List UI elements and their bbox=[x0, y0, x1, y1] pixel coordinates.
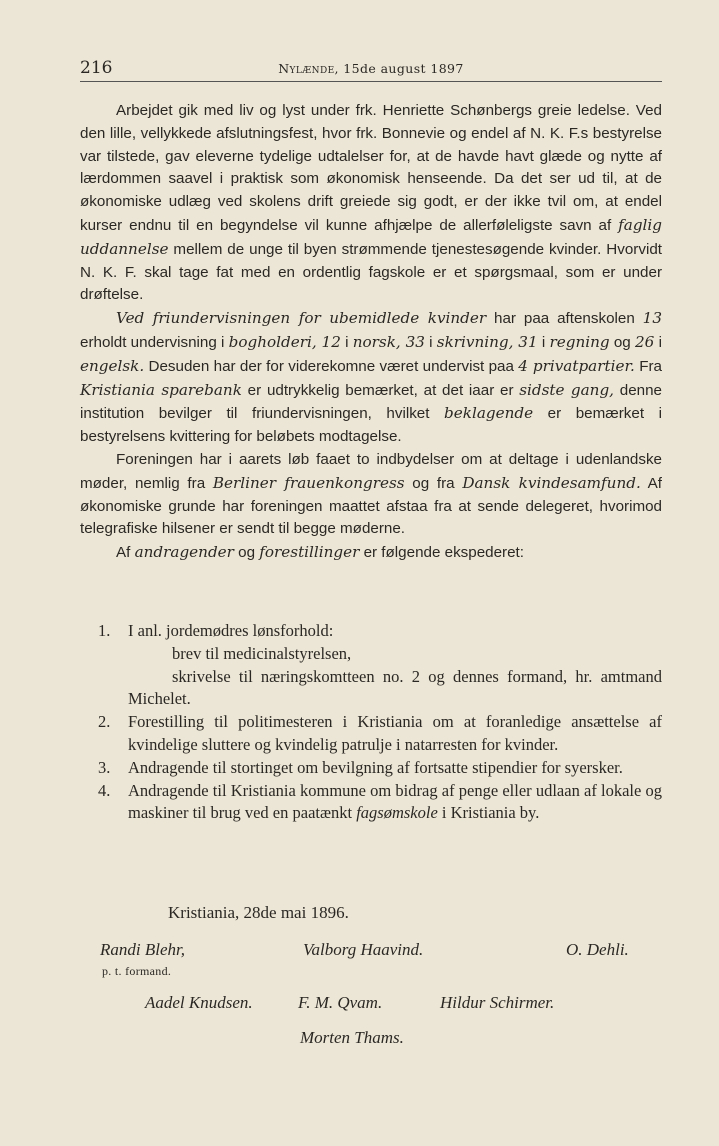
header-rule bbox=[80, 81, 662, 82]
paragraph-3 bbox=[80, 449, 662, 541]
page-number: 216 bbox=[80, 58, 113, 78]
text-run: Andragende til Kristiania kommune om bidrag af penge eller udlaan af lokale og maskiner til brug ved en paatænkt bbox=[128, 780, 662, 823]
italic-run: Dansk kvindesamfund. bbox=[462, 473, 641, 492]
text-run: og bbox=[609, 333, 635, 351]
signature-blehr: Randi Blehr, bbox=[100, 940, 185, 959]
signature-title: p. t. formand. bbox=[102, 964, 172, 978]
list-sub-line: brev til medicinalstyrelsen, bbox=[172, 643, 352, 663]
list-item-2 bbox=[80, 711, 662, 757]
text-run: Af økonomiske grunde har foreningen maattet afstaa fra at sende delegeret, hvorimod telegrafiske hilsener er sendt til begge møderne. bbox=[80, 474, 663, 538]
list-item-text bbox=[128, 780, 662, 826]
list-item-text: Forestilling til politimesteren i Kristiania om at foranledige ansættelse af kvindelige sluttere og kvindelig patrulje i natarresten for kvinder. bbox=[128, 712, 662, 754]
text-run: i bbox=[340, 333, 353, 351]
italic-run: engelsk. bbox=[80, 356, 145, 375]
text-run: erholdt undervisning i bbox=[80, 333, 229, 351]
list-number: 4. bbox=[98, 780, 111, 800]
italic-run: Ved friundervisningen for ubemidlede kvinder bbox=[116, 309, 487, 328]
italic-run: regning bbox=[549, 332, 610, 351]
italic-run: 4 privatpartier. bbox=[518, 356, 635, 375]
journal-title: Nylænde, bbox=[278, 61, 339, 76]
text-run: Af bbox=[116, 544, 135, 562]
paragraph-2 bbox=[80, 307, 662, 449]
text-run: er følgende ekspederet: bbox=[359, 544, 524, 562]
text-run: Arbejdet gik med liv og lyst under frk. Henriette Schønbergs greie ledelse. Ved den lille, vellykkede afslutningsfest, hvor frk. Bonnevie og endel af N. K. F.s bestyrelse var tilstede, gav eleverne tydelige udtalelser for, at de havde havt glæde og nytte af lærdommen saavel i praktisk som økonomisk henseende. Da det ser ud til, at de økonomiske udlæg ved skolens drift greiede sig godt, er der ikke tvil om, at endel kurser endnu til en begyndelse vil kunne afhjælpe de allerføleligste savn af bbox=[80, 102, 662, 234]
text-run: Desuden har der for viderekomne været undervist paa bbox=[144, 357, 519, 375]
list-number: 1. bbox=[98, 621, 111, 640]
signature-dehli: O. Dehli. bbox=[566, 940, 629, 959]
text-run: har paa aftenskolen bbox=[486, 310, 643, 328]
running-head bbox=[80, 61, 662, 76]
text-run: i bbox=[654, 333, 662, 351]
signature-knudsen: Aadel Knudsen. bbox=[145, 993, 253, 1012]
paragraph-4 bbox=[80, 541, 662, 565]
numbered-list bbox=[80, 620, 662, 825]
text-run: mellem de unge til byen strømmende tjenestesøgende kvinder. Hvorvidt N. K. F. skal tage fat med en ordentlig fagskole er et spørgsmaal, som er under drøftelse. bbox=[80, 240, 662, 304]
text-run: i bbox=[424, 333, 437, 351]
list-sub-line: skrivelse til næringskomtteen no. 2 og dennes formand, hr. amtmand Michelet. bbox=[128, 666, 662, 709]
text-run: og fra bbox=[404, 474, 463, 492]
italic-run: norsk, 33 bbox=[352, 332, 425, 351]
italic-run: 26 bbox=[635, 332, 655, 351]
signature-schirmer: Hildur Schirmer. bbox=[440, 993, 555, 1012]
text-run: Fra bbox=[634, 357, 662, 375]
text-run: er udtrykkelig bemærket, at det iaar er bbox=[241, 381, 520, 399]
italic-run: skrivning, 31 bbox=[436, 332, 538, 351]
paragraph-1 bbox=[80, 100, 662, 307]
list-item-text: I anl. jordemødres lønsforhold: bbox=[128, 621, 334, 640]
italic-run: sidste gang, bbox=[519, 380, 614, 399]
text-run: er bemærket i bestyrelsens kvittering for beløbets modtagelse. bbox=[80, 405, 662, 446]
italic-run: Berliner frauenkongress bbox=[212, 473, 405, 492]
signature-qvam: F. M. Qvam. bbox=[298, 993, 383, 1012]
dateline: Kristiania, 28de mai 1896. bbox=[168, 903, 349, 922]
text-run: og bbox=[233, 544, 260, 562]
body-text bbox=[80, 100, 662, 565]
list-number: 3. bbox=[98, 757, 111, 777]
text-run: i bbox=[537, 333, 550, 351]
list-item-1 bbox=[80, 620, 662, 711]
list-item-3 bbox=[80, 757, 662, 780]
text-run: denne institution bevilger til friundervisningen, hvilket bbox=[80, 381, 662, 423]
italic-run: andragender bbox=[134, 543, 234, 562]
italic-run: fagsømskole bbox=[356, 803, 438, 823]
italic-run: faglig uddannelse bbox=[80, 215, 662, 258]
list-item-text: Andragende til stortinget om bevilgning af fortsatte stipendier for syersker. bbox=[128, 757, 623, 777]
italic-run: Kristiania sparebank bbox=[80, 380, 242, 399]
italic-run: beklagende bbox=[444, 404, 534, 423]
text-run: i Kristiania by. bbox=[437, 803, 540, 823]
italic-run: 13 bbox=[642, 309, 662, 328]
issue-date: 15de august 1897 bbox=[343, 61, 464, 76]
signature-haavind: Valborg Haavind. bbox=[303, 940, 424, 959]
italic-run: bogholderi, 12 bbox=[228, 332, 341, 351]
italic-run: forestillinger bbox=[259, 543, 360, 562]
text-run: Foreningen har i aarets løb faaet to indbydelser om at deltage i udenlandske møder, nemlig fra bbox=[80, 450, 662, 492]
signature-thams: Morten Thams. bbox=[300, 1028, 404, 1047]
list-number: 2. bbox=[98, 712, 111, 732]
list-item-4 bbox=[80, 780, 662, 826]
page-header bbox=[80, 58, 662, 80]
